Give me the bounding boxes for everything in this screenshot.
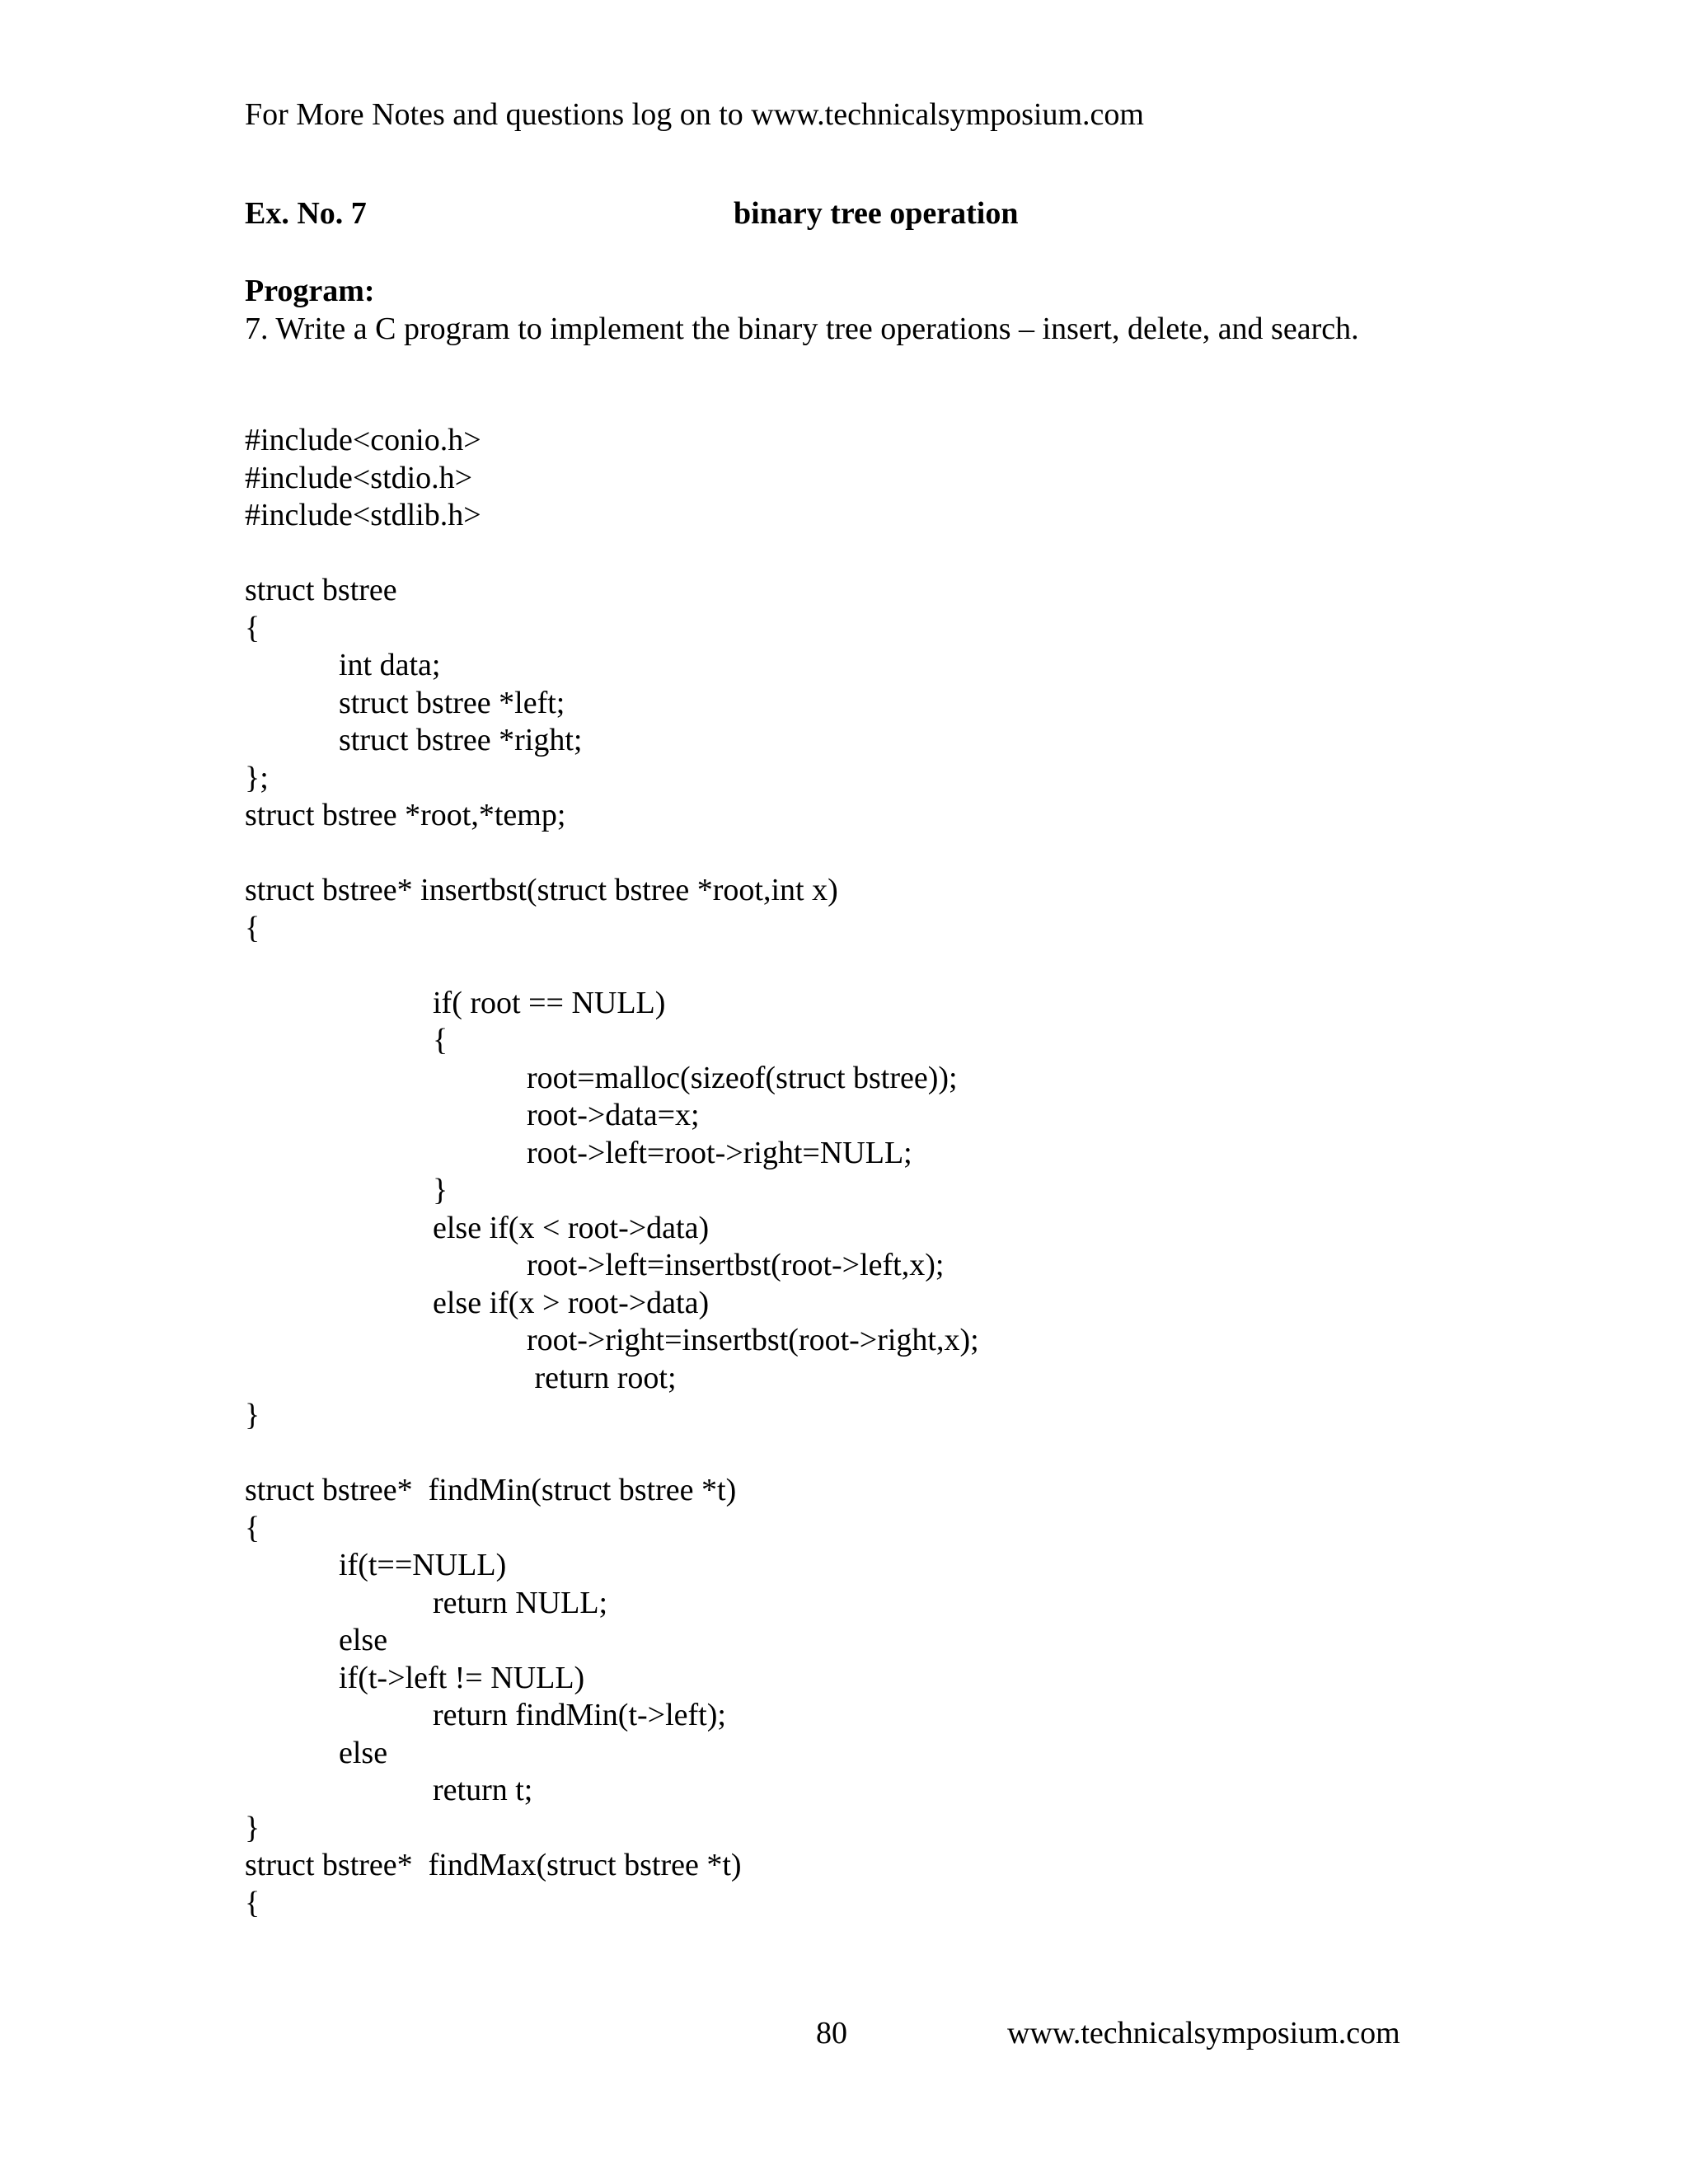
- code-line: #include<stdlib.h>: [245, 498, 481, 532]
- code-line: if(t->left != NULL): [245, 1660, 585, 1695]
- code-line: int data;: [245, 648, 441, 682]
- code-line: root->data=x;: [245, 1098, 700, 1132]
- code-line: }: [245, 1810, 260, 1845]
- code-line: return t;: [245, 1773, 533, 1807]
- code-line: return findMin(t->left);: [245, 1698, 726, 1732]
- code-line: root->left=root->right=NULL;: [245, 1135, 912, 1170]
- code-line: [245, 835, 1481, 873]
- code-line: };: [245, 760, 269, 795]
- code-line: else: [245, 1735, 388, 1770]
- code-line: [245, 535, 1481, 573]
- page-number: 80: [816, 2016, 847, 2050]
- code-line: {: [245, 610, 260, 645]
- exercise-title: binary tree operation: [734, 196, 1019, 231]
- code-line: return root;: [245, 1360, 677, 1395]
- code-line: else if(x < root->data): [245, 1210, 710, 1245]
- program-question: 7. Write a C program to implement the binary tree operations – insert, delete, and search.: [245, 312, 1359, 346]
- code-line: {: [245, 1023, 448, 1057]
- code-line: struct bstree *right;: [245, 723, 583, 757]
- code-line: if(t==NULL): [245, 1548, 507, 1582]
- code-line: struct bstree: [245, 573, 397, 607]
- header-note: For More Notes and questions log on to www.technicalsymposium.com: [245, 97, 1144, 132]
- code-line: {: [245, 910, 260, 945]
- code-line: {: [245, 1885, 260, 1920]
- code-line: root=malloc(sizeof(struct bstree));: [245, 1060, 958, 1095]
- code-listing: [245, 422, 1481, 1922]
- code-line: #include<conio.h>: [245, 423, 481, 457]
- program-label: Program:: [245, 274, 375, 308]
- code-line: else if(x > root->data): [245, 1285, 710, 1320]
- footer-url: www.technicalsymposium.com: [1007, 2016, 1400, 2050]
- code-line: root->left=insertbst(root->left,x);: [245, 1248, 945, 1282]
- code-line: struct bstree* findMax(struct bstree *t): [245, 1848, 742, 1882]
- exercise-number: Ex. No. 7: [245, 196, 367, 231]
- code-line: else: [245, 1623, 388, 1657]
- code-line: return NULL;: [245, 1585, 608, 1620]
- code-line: {: [245, 1510, 260, 1545]
- code-line: [245, 1435, 1481, 1473]
- code-line: if( root == NULL): [245, 985, 666, 1020]
- code-line: root->right=insertbst(root->right,x);: [245, 1323, 979, 1357]
- code-line: }: [245, 1398, 260, 1432]
- code-line: }: [245, 1173, 448, 1207]
- code-line: [245, 947, 1481, 985]
- code-line: #include<stdio.h>: [245, 460, 473, 495]
- code-line: struct bstree* findMin(struct bstree *t): [245, 1473, 737, 1507]
- code-line: struct bstree *root,*temp;: [245, 798, 566, 832]
- code-line: struct bstree *left;: [245, 685, 565, 720]
- code-line: struct bstree* insertbst(struct bstree *root,int x): [245, 873, 838, 907]
